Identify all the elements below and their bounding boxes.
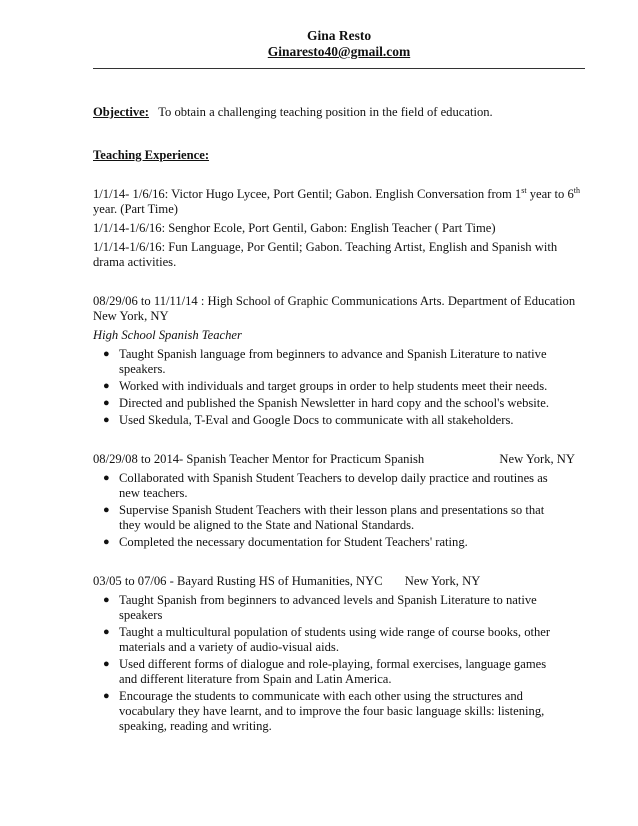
bullet-icon: ● xyxy=(103,626,110,638)
experience-entry: 1/1/14-1/6/16: Senghor Ecole, Port Gentil, Gabon: English Teacher ( Part Time) xyxy=(93,221,496,235)
resume-page xyxy=(93,0,585,736)
teaching-experience-section xyxy=(93,148,585,163)
list-item: ● Used Skedula, T-Eval and Google Docs to communicate with all stakeholders. xyxy=(103,413,514,427)
job-block xyxy=(93,452,585,550)
job-role: High School Spanish Teacher xyxy=(93,328,242,342)
list-item: ● Taught Spanish from beginners to advanced levels and Spanish Literature to native speakers xyxy=(103,593,537,622)
job-heading: 08/29/06 to 11/11/14 : High School of Graphic Communications Arts. Department of Education xyxy=(93,294,576,308)
bullet-icon: ● xyxy=(103,348,110,360)
job-block xyxy=(93,574,585,734)
job-heading: 08/29/08 to 2014- Spanish Teacher Mentor for Practicum Spanish xyxy=(93,452,425,466)
objective-text: To obtain a challenging teaching position in the field of education. xyxy=(158,105,493,119)
job-location: New York, NY xyxy=(93,309,169,323)
resume-header xyxy=(93,0,585,69)
job-bullets xyxy=(93,347,585,428)
job-location: New York, NY xyxy=(404,574,481,588)
list-item: ● Directed and published the Spanish Newsletter in hard copy and the school's website. xyxy=(103,396,550,410)
job-location: New York, NY xyxy=(499,452,575,466)
experience-entry: 1/1/14- 1/6/16: Victor Hugo Lycee, Port Gentil; Gabon. English Conversation from 1st year to 6th year. (Part Time) xyxy=(93,185,580,216)
job-bullets xyxy=(93,593,585,734)
bullet-icon: ● xyxy=(103,397,110,409)
list-item: ● Encourage the students to communicate with each other using the structures and vocabulary they have learnt, and to improve the four basic language skills: listening, speaking, reading and writing. xyxy=(103,689,545,733)
bullet-icon: ● xyxy=(103,414,110,426)
list-item: ● Supervise Spanish Student Teachers with their lesson plans and presentations so that they would be aligned to the State and National Standards. xyxy=(103,503,545,532)
list-item: ● Worked with individuals and target groups in order to help students meet their needs. xyxy=(103,379,548,393)
bullet-icon: ● xyxy=(103,380,110,392)
list-item: ● Collaborated with Spanish Student Teachers to develop daily practice and routines as new teachers. xyxy=(103,471,548,500)
bullet-icon: ● xyxy=(103,472,110,484)
objective-section xyxy=(93,105,585,120)
bullet-icon: ● xyxy=(103,594,110,606)
header-divider xyxy=(93,68,585,69)
candidate-email[interactable]: Ginaresto40@gmail.com xyxy=(267,44,411,59)
list-item: ● Taught a multicultural population of students using wide range of course books, other materials and a variety of audio-visual aids. xyxy=(103,625,551,654)
list-item: ● Completed the necessary documentation for Student Teachers' rating. xyxy=(103,535,468,549)
bullet-icon: ● xyxy=(103,690,110,702)
job-bullets xyxy=(93,471,585,550)
bullet-icon: ● xyxy=(103,536,110,548)
list-item: ● Used different forms of dialogue and role-playing, formal exercises, language games and different literature from Spain and Latin America. xyxy=(103,657,547,686)
list-item: ● Taught Spanish language from beginners to advance and Spanish Literature to native speakers. xyxy=(103,347,547,376)
job-block xyxy=(93,294,585,428)
bullet-icon: ● xyxy=(103,658,110,670)
bullet-icon: ● xyxy=(103,504,110,516)
teaching-experience-title: Teaching Experience: xyxy=(93,148,210,162)
job-heading: 03/05 to 07/06 - Bayard Rusting HS of Humanities, NYC xyxy=(93,574,383,588)
experience-entry: 1/1/14-1/6/16: Fun Language, Por Gentil; Gabon. Teaching Artist, English and Spanish with drama activities. xyxy=(93,240,558,269)
objective-label: Objective: xyxy=(93,105,149,119)
candidate-name: Gina Resto xyxy=(306,28,372,43)
